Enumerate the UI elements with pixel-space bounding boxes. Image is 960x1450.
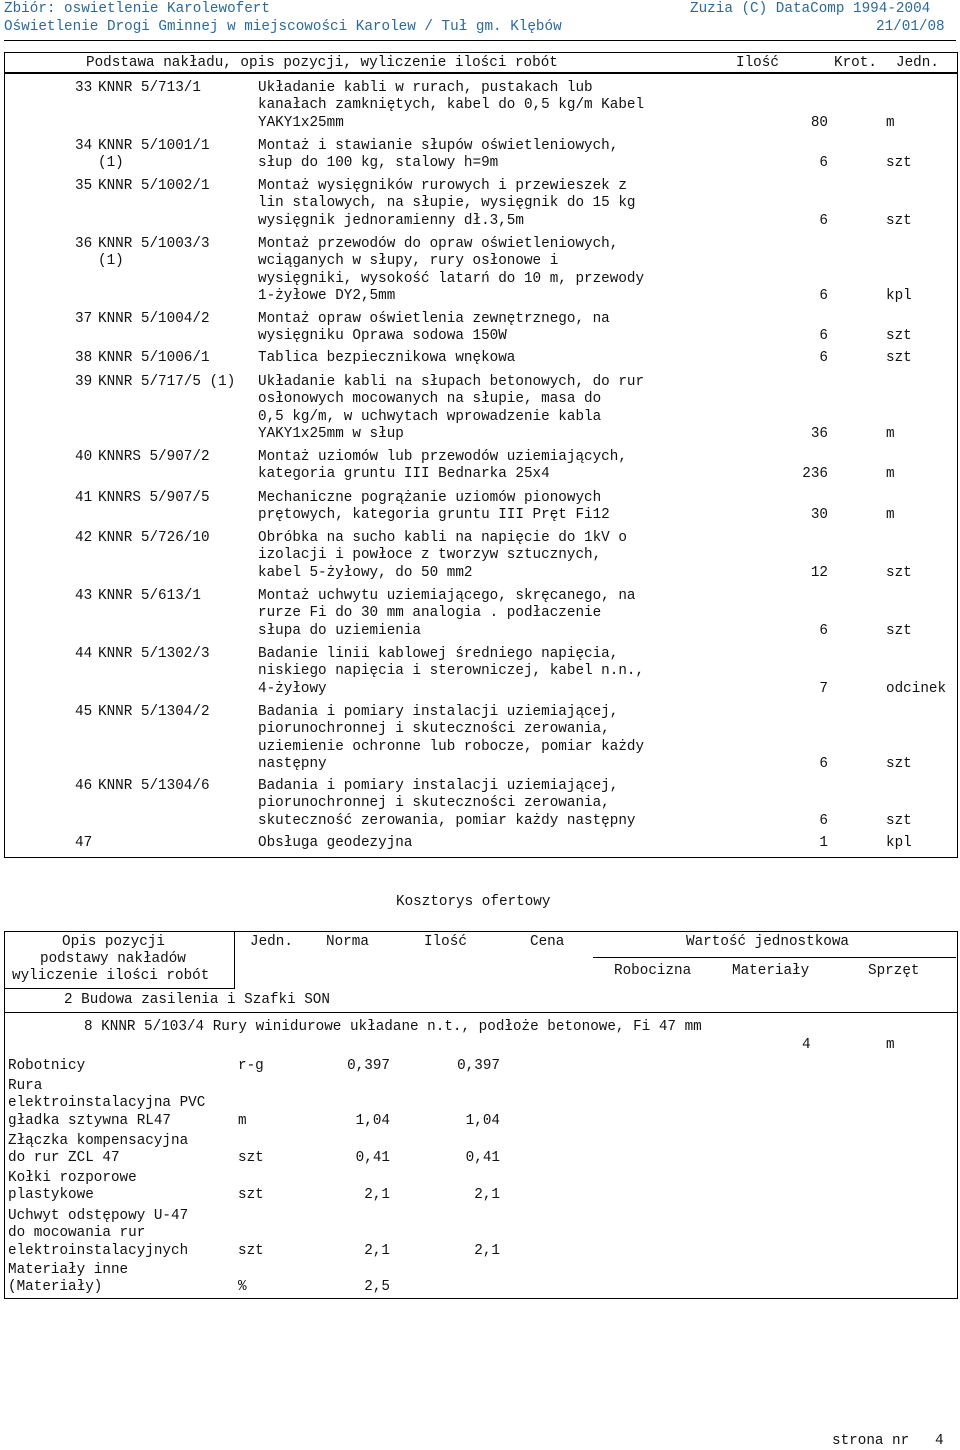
col-opis-line-1: Opis pozycji [62,934,165,950]
document-date: 21/01/08 [876,19,945,35]
row-unit: m [886,425,895,442]
resource-unit: % [238,1279,247,1296]
row-description: kanałach zamkniętych, kabel do 0,5 kg/m Kabel [258,97,645,114]
row-description: wciąganych w słupy, rury osłonowe i [258,253,559,270]
row-code: KNNR 5/1004/2 [98,311,210,327]
row-description: Badania i pomiary instalacji uziemiającej, [258,704,619,720]
row-description: Montaż opraw oświetlenia zewnętrznego, na [258,311,610,327]
row-number: 36 [75,236,93,252]
row-code: KNNR 5/717/5 (1) [98,374,236,390]
row-description: Montaż wysięgników rurowych i przewieszek z [258,178,627,194]
row-description: wysięgnik jednoramienny dł.3,5m [258,212,524,229]
col-header-materialy: Materiały [732,963,810,979]
row-number: 35 [75,178,93,194]
resource-name: Materiały inne [8,1262,129,1278]
row-quantity: 6 [819,622,828,639]
row-code: KNNR 5/1001/1 [98,138,210,154]
row-description: słup do 100 kg, stalowy h=9m [258,155,499,172]
row-number: 41 [75,490,93,506]
row-description: kategoria gruntu III Bednarka 25x4 [258,466,550,483]
row-description: 4-żyłowy [258,680,327,697]
col-header-sprzet: Sprzęt [868,963,920,979]
row-quantity: 6 [819,350,828,366]
row-unit: m [886,114,895,131]
resource-name: Rura [8,1078,43,1094]
row-unit: szt [886,755,912,772]
resource-name: Uchwyt odstępowy U-47 [8,1208,189,1224]
row-description: izolacji i powłoce z tworzyw sztucznych, [258,547,602,564]
resource-name: do mocowania rur [8,1225,146,1242]
row-code: KNNR 5/1302/3 [98,646,210,662]
col-header-description: Podstawa nakładu, opis pozycji, wyliczenie ilości robót [86,55,558,71]
col-header-ilosc: Ilość [424,934,467,950]
row-number: 42 [75,530,93,546]
resource-name: do rur ZCL 47 [8,1150,120,1167]
row-quantity: 6 [819,212,828,229]
row-description: YAKY1x25mm w słup [258,425,404,442]
row-description: Układanie kabli w rurach, pustakach lub [258,80,593,96]
row-code: KNNR 5/1003/3 [98,236,210,252]
resource-name: Kołki rozporowe [8,1170,137,1186]
row-code: KNNR 5/726/10 [98,530,210,546]
resource-name: (Materiały) [8,1279,103,1296]
row-description: Układanie kabli na słupach betonowych, do rur [258,374,645,390]
col-opis-line-2: podstawy nakładów [40,951,186,967]
resource-norma: 0,397 [347,1058,390,1074]
col-header-jedn: Jedn. [250,934,293,950]
row-unit: szt [886,212,912,229]
col-header-multiplier: Krot. [834,55,877,71]
row-unit: szt [886,155,912,172]
row-unit: szt [886,328,912,345]
row-number: 43 [75,588,93,604]
resource-ilosc: 2,1 [474,1242,500,1259]
row-quantity: 7 [819,680,828,697]
row-description: następny [258,755,327,772]
row-unit: szt [886,622,912,639]
resource-unit: szt [238,1150,264,1167]
row-description: wysięgniki, wysokość latarń do 10 m, przewody [258,270,645,287]
row-number: 33 [75,80,93,96]
col-header-robocizna: Robocizna [614,963,692,979]
row-description: Montaż uziomów lub przewodów uziemiających, [258,449,627,465]
row-description: kabel 5-żyłowy, do 50 mm2 [258,564,473,581]
row-quantity: 6 [819,755,828,772]
resource-name: elektroinstalacyjna PVC [8,1095,206,1112]
resource-name: Robotnicy [8,1058,86,1074]
collection-name: Zbiór: oswietlenie Karolewofert [4,1,270,17]
cost-position-rule [4,1012,958,1013]
row-unit: kpl [886,835,912,851]
row-unit: kpl [886,287,912,304]
row-description: Tablica bezpiecznikowa wnękowa [258,350,516,366]
row-code: KNNRS 5/907/2 [98,449,210,465]
row-description: prętowych, kategoria gruntu III Pręt Fi12 [258,507,610,524]
row-number: 37 [75,311,93,327]
page-number: strona nr 4 [832,1433,944,1449]
col-header-quantity: Ilość [736,55,779,71]
resource-ilosc: 0,41 [465,1150,500,1167]
resource-ilosc: 0,397 [457,1058,500,1074]
cost-header-vline [234,931,235,988]
resource-name: gładka sztywna RL47 [8,1112,172,1129]
row-description: Montaż i stawianie słupów oświetleniowych, [258,138,619,154]
row-description: Badania i pomiary instalacji uziemiającej, [258,778,619,794]
row-unit: szt [886,564,912,581]
row-quantity: 36 [810,425,828,442]
row-quantity: 12 [810,564,828,581]
row-description: Montaż uchwytu uziemiającego, skręcanego, na [258,588,636,604]
row-description: niskiego napięcia i sterowniczej, kabel n.n., [258,663,645,680]
row-description: skuteczność zerowania, pomiar każdy następny [258,812,636,829]
row-description: uziemienie ochronne lub robocze, pomiar każdy [258,738,645,755]
row-code: KNNRS 5/907/5 [98,490,210,506]
row-number: 39 [75,374,93,390]
row-description: Badanie linii kablowej średniego napięcia, [258,646,619,662]
row-code: (1) [98,155,124,172]
resource-norma: 2,1 [364,1242,390,1259]
row-code: KNNR 5/1002/1 [98,178,210,194]
row-description: 1-żyłowe DY2,5mm [258,287,396,304]
cost-position-unit: m [886,1037,895,1053]
row-description: Obsługa geodezyjna [258,835,413,851]
row-code: KNNR 5/1304/2 [98,704,210,720]
kosztorys-title: Kosztorys ofertowy [396,894,551,910]
row-description: lin stalowych, na słupie, wysięgnik do 15 kg [258,195,636,212]
resource-name: Złączka kompensacyjna [8,1133,189,1149]
row-number: 40 [75,449,93,465]
row-quantity: 30 [810,507,828,524]
col-header-cena: Cena [530,934,565,950]
resource-ilosc: 2,1 [474,1187,500,1204]
col-header-norma: Norma [326,934,369,950]
row-number: 45 [75,704,93,720]
row-quantity: 6 [819,812,828,829]
row-number: 47 [75,835,93,851]
software-credit: Zuzia (C) DataComp 1994-2004 [690,1,931,17]
row-description: rurze Fi do 30 mm analogia . podłaczenie [258,605,602,622]
row-unit: m [886,507,895,524]
resource-unit: r-g [238,1058,264,1074]
resource-ilosc: 1,04 [465,1112,500,1129]
row-unit: m [886,466,895,483]
project-title: Oświetlenie Drogi Gminnej w miejscowości Karolew / Tuł gm. Klębów [4,19,562,35]
row-description: piorunochronnej i skuteczności zerowania, [258,795,610,812]
row-quantity: 1 [819,835,828,851]
row-code: KNNR 5/613/1 [98,588,201,604]
row-unit: odcinek [886,680,947,697]
resource-unit: szt [238,1242,264,1259]
row-code: KNNR 5/713/1 [98,80,201,96]
resource-norma: 0,41 [355,1150,390,1167]
row-number: 38 [75,350,93,366]
row-number: 46 [75,778,93,794]
row-description: YAKY1x25mm [258,114,344,131]
row-code: KNNR 5/1006/1 [98,350,210,366]
resource-name: elektroinstalacyjnych [8,1242,189,1259]
row-number: 34 [75,138,93,154]
row-quantity: 6 [819,287,828,304]
cost-position-qty: 4 [802,1037,811,1053]
row-description: piorunochronnej i skuteczności zerowania, [258,721,610,738]
row-description: 0,5 kg/m, w uchwytach wprowadzenie kabla [258,408,602,425]
row-description: słupa do uziemienia [258,622,422,639]
cost-position-text: 8 KNNR 5/103/4 Rury winidurowe układane n.t., podłoże betonowe, Fi 47 mm [84,1019,702,1035]
resource-name: plastykowe [8,1187,94,1204]
cost-header-rule [593,957,956,958]
row-description: osłonowych mocowanych na słupie, masa do [258,391,602,408]
resource-unit: m [238,1112,247,1129]
row-quantity: 6 [819,328,828,345]
resource-norma: 2,1 [364,1187,390,1204]
col-opis-line-3: wyliczenie ilości robót [12,968,210,984]
row-quantity: 80 [810,114,828,131]
row-description: Obróbka na sucho kabli na napięcie do 1kV o [258,530,627,546]
header-rule [4,40,956,41]
row-unit: szt [886,812,912,829]
resource-unit: szt [238,1187,264,1204]
cost-section-rule [4,988,235,989]
row-number: 44 [75,646,93,662]
row-quantity: 6 [819,155,828,172]
resource-norma: 1,04 [355,1112,390,1129]
col-header-unit: Jedn. [896,55,939,71]
row-code: KNNR 5/1304/6 [98,778,210,794]
row-quantity: 236 [802,466,828,483]
resource-norma: 2,5 [364,1279,390,1296]
row-description: wysięgniku Oprawa sodowa 150W [258,328,507,345]
row-description: Mechaniczne pogrążanie uziomów pionowych [258,490,602,506]
col-header-wartosc: Wartość jednostkowa [686,934,850,950]
row-unit: szt [886,350,912,366]
row-code: (1) [98,253,124,270]
row-description: Montaż przewodów do opraw oświetleniowych, [258,236,619,252]
cost-section-title: 2 Budowa zasilenia i Szafki SON [64,992,330,1008]
